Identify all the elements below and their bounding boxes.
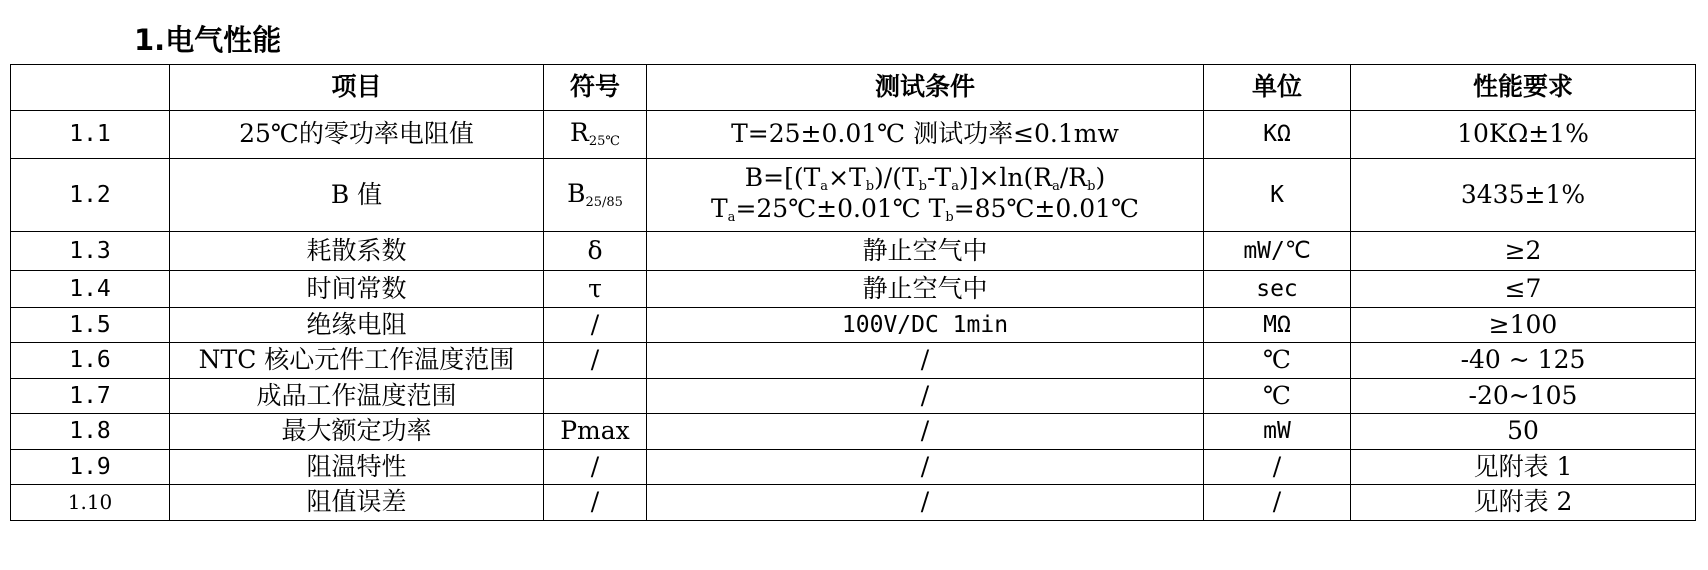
requirement: -40 ~ 125 bbox=[1351, 343, 1696, 379]
table-row bbox=[11, 485, 1696, 521]
row-number: 1.5 bbox=[11, 308, 170, 343]
row-number: 1.10 bbox=[11, 485, 170, 521]
header-unit: 单位 bbox=[1204, 65, 1351, 111]
symbol: / bbox=[544, 485, 647, 521]
unit: ℃ bbox=[1204, 379, 1351, 414]
row-number: 1.8 bbox=[11, 414, 170, 450]
table-row bbox=[11, 450, 1696, 485]
item-name: 25℃的零功率电阻值 bbox=[170, 111, 544, 159]
unit: K bbox=[1204, 159, 1351, 232]
section-title: 1.电气性能 bbox=[134, 23, 282, 57]
symbol: / bbox=[544, 450, 647, 485]
row-number: 1.1 bbox=[11, 111, 170, 159]
item-name: 绝缘电阻 bbox=[170, 308, 544, 343]
table-row bbox=[11, 343, 1696, 379]
item-name: 最大额定功率 bbox=[170, 414, 544, 450]
test-condition: / bbox=[647, 379, 1204, 414]
formula-line: $B=[(T_a\times T_b)/(T_b-T_a)]\times\ln(R_a/R_b)$ bbox=[744, 163, 1106, 195]
header-item: 项目 bbox=[170, 65, 544, 111]
header-symbol: 符号 bbox=[544, 65, 647, 111]
test-condition: T=25±0.01℃ 测试功率≤0.1mw bbox=[647, 111, 1204, 159]
row-number: 1.3 bbox=[11, 232, 170, 271]
item-name: 阻值误差 bbox=[170, 485, 544, 521]
unit: / bbox=[1204, 485, 1351, 521]
temperature-line: $T_a=25℃\pm 0.01℃$ $T_b=85℃\pm 0.01℃$ bbox=[710, 194, 1140, 225]
requirement: ≤7 bbox=[1351, 271, 1696, 308]
unit: KΩ bbox=[1204, 111, 1351, 159]
unit: ℃ bbox=[1204, 343, 1351, 379]
test-condition: / bbox=[647, 414, 1204, 450]
table-row bbox=[11, 232, 1696, 271]
item-name: 成品工作温度范围 bbox=[170, 379, 544, 414]
symbol: / bbox=[544, 308, 647, 343]
table-row bbox=[11, 379, 1696, 414]
unit: mW/℃ bbox=[1204, 232, 1351, 271]
row-number: 1.7 bbox=[11, 379, 170, 414]
requirement: 见附表 1 bbox=[1351, 450, 1696, 485]
test-condition bbox=[647, 159, 1204, 232]
table-row bbox=[11, 111, 1696, 159]
test-condition: 100V/DC 1min bbox=[647, 308, 1204, 343]
header-condition: 测试条件 bbox=[647, 65, 1204, 111]
item-name: 阻温特性 bbox=[170, 450, 544, 485]
row-number: 1.6 bbox=[11, 343, 170, 379]
item-name: 耗散系数 bbox=[170, 232, 544, 271]
test-condition: / bbox=[647, 343, 1204, 379]
symbol bbox=[544, 379, 647, 414]
item-name: NTC 核心元件工作温度范围 bbox=[170, 343, 544, 379]
requirement: ≥2 bbox=[1351, 232, 1696, 271]
requirement: 10KΩ±1% bbox=[1351, 111, 1696, 159]
header-requirement: 性能要求 bbox=[1351, 65, 1696, 111]
symbol: / bbox=[544, 343, 647, 379]
table-row bbox=[11, 159, 1696, 232]
requirement: -20~105 bbox=[1351, 379, 1696, 414]
test-condition: / bbox=[647, 485, 1204, 521]
symbol: Pmax bbox=[544, 414, 647, 450]
symbol: $B_{25/85}$ bbox=[544, 159, 647, 232]
unit: MΩ bbox=[1204, 308, 1351, 343]
item-name: 时间常数 bbox=[170, 271, 544, 308]
table-row bbox=[11, 308, 1696, 343]
requirement: ≥100 bbox=[1351, 308, 1696, 343]
table-row bbox=[11, 271, 1696, 308]
test-condition: / bbox=[647, 450, 1204, 485]
requirement: 3435±1% bbox=[1351, 159, 1696, 232]
row-number: 1.4 bbox=[11, 271, 170, 308]
test-condition: 静止空气中 bbox=[647, 232, 1204, 271]
unit: sec bbox=[1204, 271, 1351, 308]
unit: mW bbox=[1204, 414, 1351, 450]
header-row bbox=[11, 65, 1696, 111]
electrical-performance-table bbox=[10, 64, 1696, 521]
header-no bbox=[11, 65, 170, 111]
table-row bbox=[11, 414, 1696, 450]
item-name: B 值 bbox=[170, 159, 544, 232]
symbol: τ bbox=[544, 271, 647, 308]
row-number: 1.2 bbox=[11, 159, 170, 232]
row-number: 1.9 bbox=[11, 450, 170, 485]
test-condition: 静止空气中 bbox=[647, 271, 1204, 308]
requirement: 50 bbox=[1351, 414, 1696, 450]
symbol: $R_{25℃}$ bbox=[544, 111, 647, 159]
requirement: 见附表 2 bbox=[1351, 485, 1696, 521]
symbol: δ bbox=[544, 232, 647, 271]
unit: / bbox=[1204, 450, 1351, 485]
